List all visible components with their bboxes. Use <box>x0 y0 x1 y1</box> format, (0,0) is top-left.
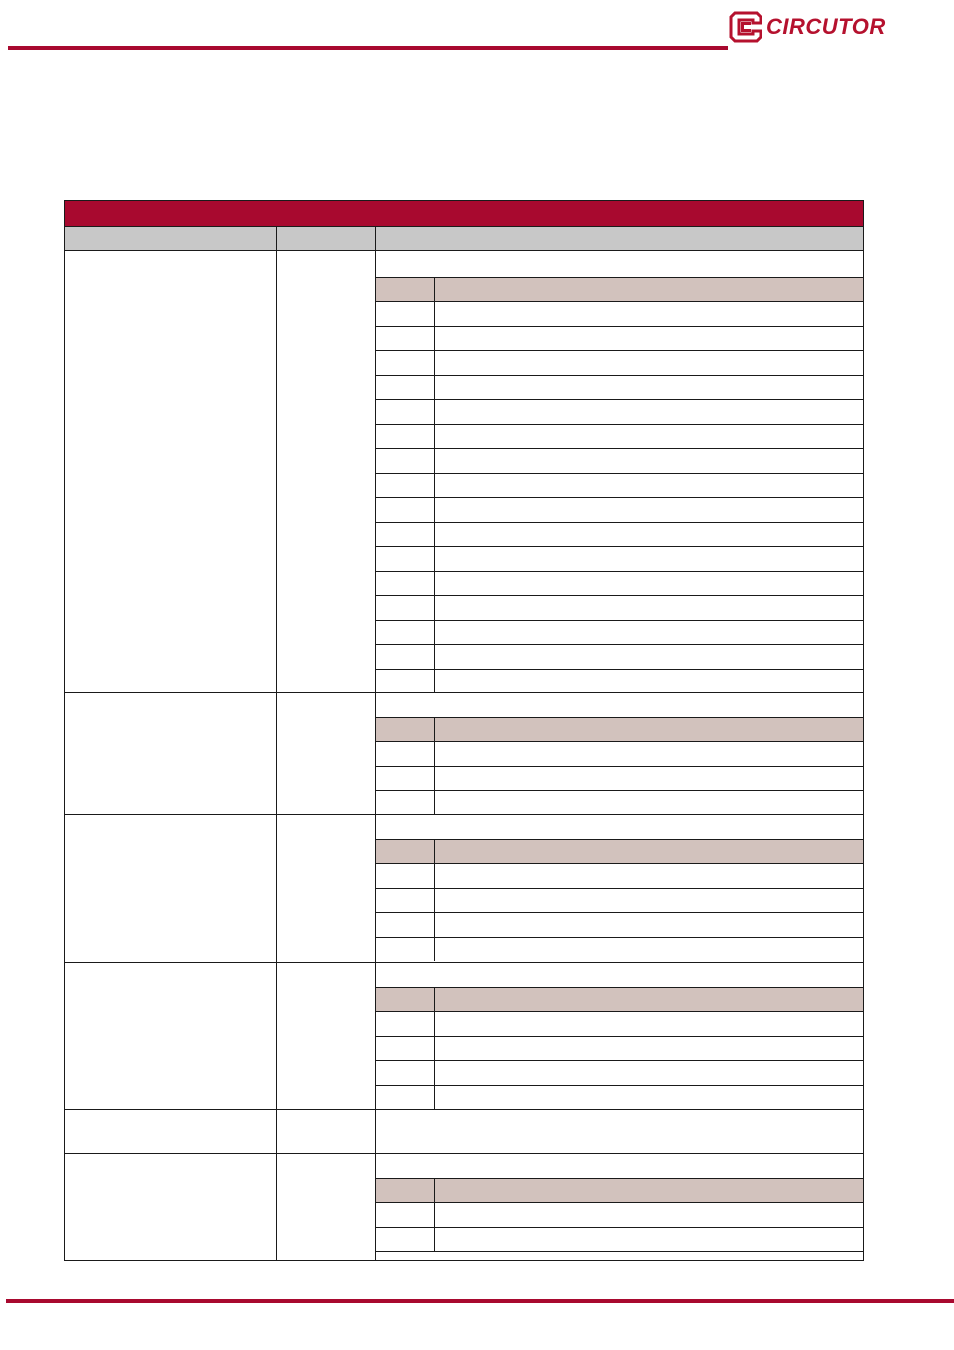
subtable-column-divider <box>434 839 435 962</box>
subtable-row-line <box>376 497 863 498</box>
section-divider <box>65 1109 863 1110</box>
subtable-row-line <box>376 326 863 327</box>
subtable-row-line <box>376 937 863 938</box>
subtable-header <box>376 988 863 1012</box>
subtable-row-line <box>376 1227 863 1228</box>
subtable-row-line <box>376 448 863 449</box>
subtable-column-divider <box>434 987 435 1110</box>
subtable-header <box>376 278 863 302</box>
subtable-column-divider <box>434 717 435 815</box>
section-divider <box>65 814 863 815</box>
subtable-row-line <box>376 863 863 864</box>
section-divider <box>65 1153 863 1154</box>
subtable-row-line <box>376 375 863 376</box>
subtable-header <box>376 718 863 742</box>
column-header-3 <box>376 227 863 251</box>
header-rule <box>8 46 728 50</box>
column-divider <box>375 227 376 1260</box>
column-header-2 <box>277 227 375 251</box>
subtable-row-line <box>376 741 863 742</box>
subtable-row-line <box>376 1011 863 1012</box>
subtable-row-line <box>376 790 863 791</box>
subtable-row-line <box>376 766 863 767</box>
subtable-row-line <box>376 644 863 645</box>
brand-name: CIRCUTOR <box>766 14 886 39</box>
subtable-row-line <box>376 399 863 400</box>
subtable-row-line <box>376 620 863 621</box>
subtable-row-line <box>376 888 863 889</box>
subtable-row-line <box>376 350 863 351</box>
table-title-bar <box>65 201 863 227</box>
subtable-row-line <box>376 1085 863 1086</box>
subtable-row-line <box>376 546 863 547</box>
subtable-row-line <box>376 1202 863 1203</box>
column-divider <box>276 227 277 1260</box>
subtable-column-divider <box>434 277 435 693</box>
section-divider <box>65 692 863 693</box>
brand-logo <box>728 8 910 46</box>
subtable-row-line <box>376 424 863 425</box>
section-divider <box>65 962 863 963</box>
circutor-c-logo-icon <box>728 10 762 44</box>
footer-rule <box>6 1299 954 1303</box>
subtable-row-line <box>376 522 863 523</box>
subtable-column-divider <box>434 1178 435 1252</box>
subtable-row-line <box>376 669 863 670</box>
subtable-row-line <box>376 1036 863 1037</box>
subtable-row-line <box>376 595 863 596</box>
column-header-1 <box>65 227 276 251</box>
subtable-row-line <box>376 1251 863 1252</box>
subtable-row-line <box>376 301 863 302</box>
data-table <box>64 200 864 1261</box>
subtable-header <box>376 840 863 864</box>
subtable-header <box>376 1179 863 1203</box>
subtable-row-line <box>376 571 863 572</box>
subtable-row-line <box>376 912 863 913</box>
subtable-row-line <box>376 1060 863 1061</box>
subtable-row-line <box>376 473 863 474</box>
